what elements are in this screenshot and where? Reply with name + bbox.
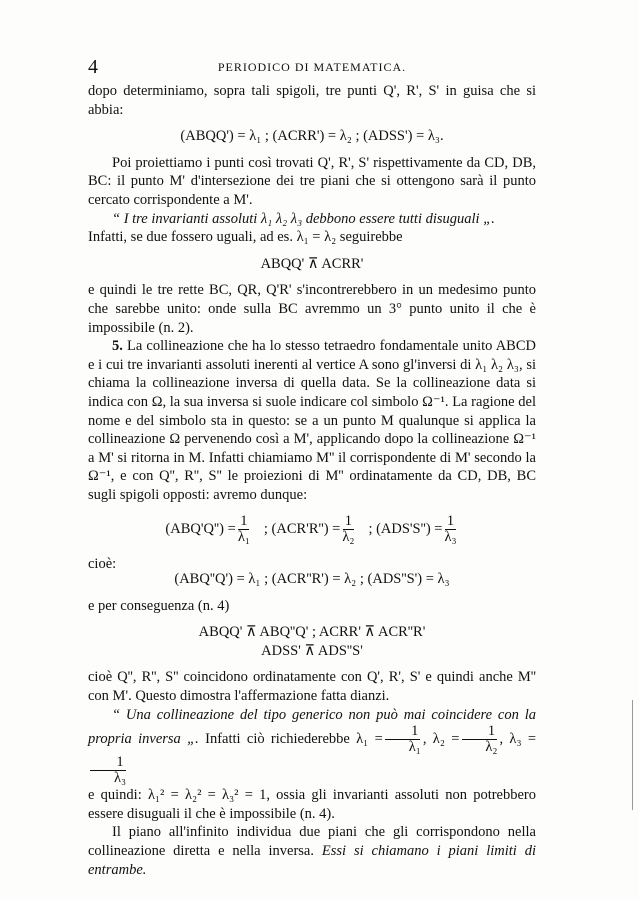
equation-1: (ABQQ') = λ₁ ; (ACRR') = λ₂ ; (ADSS') = λ₃. [180,128,444,145]
paragraph-2: Poi proiettiamo i punti così trovati Q', R', S' rispettivamente da CD, DB, BC: il punto M' d'intersezione dei tre piani che si ottengono sarà il punto cercato corrispondente a M'. [88,154,536,208]
page-body [88,82,536,879]
paragraph-5 [88,337,536,504]
eq3-term-c: ; (ADS'S'') = [368,521,443,538]
page-number: 4 [88,56,98,78]
equation-5: ABQQ' ⊼ ABQ''Q' ; ACRR' ⊼ ACR''R' [198,624,426,641]
paragraph-9: e quindi: λ₁² = λ₂² = λ₃² = 1, ossia gli invarianti assoluti non potrebbero essere disuguali il che è impossibile (n. 4). [88,787,536,822]
eq3-numerator-1: 1 [240,513,248,530]
p8-denominator-2: λ₂ [485,739,498,756]
equation-3 [88,514,536,545]
paragraph-8 [88,706,536,787]
paragraph-5-text: La collineazione che ha lo stesso tetraedro fondamentale unito ABCD e i cui tre invarianti assoluti inerenti al vertice A sono gl'inversi di λ₁ λ₂ λ₃, si chiama la collineazione inversa di quella data. Se la collineazione data si indica con Ω, la sua inversa si suole indicare col simbolo Ω⁻¹. La ragione del nome e del simbolo sta in questo: se a un punto M qualunque si applica la collineazione Ω pervenendo così a M', applicando dopo la collineazione Ω⁻¹ a M' si ritorna in M. Infatti chiamiamo M'' il corrispondente di M' secondo la Ω⁻¹, e con Q'', R'', S'' le proiezioni di M'' ordinatamente da CD, DB, BC sugli spigoli opposti: avremo dunque: [88,338,536,503]
equation-4: (ABQ''Q') = λ₁ ; (ACR''R') = λ₂ ; (ADS''S') = λ₃ [174,571,450,588]
theorem-statement-1: “ I tre invarianti assoluti λ₁ λ₂ λ₃ debbono essere tutti disuguali „. [112,210,495,227]
eq3-term-a: (ABQ'Q'') = [165,521,236,538]
p8-denominator-1: λ₁ [408,739,421,756]
eq3-denominator-1: λ₁ [237,529,250,546]
paragraph-8-rest: Infatti ciò richiederebbe [205,731,350,748]
section-number: 5. [112,338,123,355]
cioe-label: cioè: [88,556,117,573]
paragraph-6: e per conseguenza (n. 4) [88,597,230,614]
equation-2: ABQQ' ⊼ ACRR' [260,255,364,272]
eq3-term-b: ; (ACR'R'') = [263,521,341,538]
eq3-denominator-3: λ₃ [444,529,457,546]
paragraph-10-text: Il piano all'infinito individua due piani che gli corrispondono nella collineazione diretta e nella inversa. [88,824,536,859]
running-title: PERIODICO DI MATEMATICA. [217,60,407,74]
paragraph-3 [88,210,536,229]
eq3-numerator-3: 1 [446,513,455,530]
page-header [88,56,536,80]
paragraph-10 [88,823,536,879]
paragraph-7: cioè Q'', R'', S'' coincidono ordinatamente con Q', R', S' e quindi anche M'' con M'. Questo dimostra l'affermazione fatta dianzi. [88,669,536,705]
paragraph-4: e quindi le tre rette BC, QR, Q'R' s'incontrerebbero in un medesimo punto che sarebbe unito: onde sulla BC avremmo un 3° punto unito il che è impossibile (n. 2). [88,282,536,336]
p8-denominator-3: λ₃ [114,770,127,787]
eq3-numerator-2: 1 [344,513,353,530]
p8-numerator-3: 1 [90,755,125,771]
p8-eq-b: , λ₂ = [422,731,460,748]
scan-margin-line [632,700,633,810]
paragraph-3-rest: Infatti, se due fossero uguali, ad es. λ₁ = λ₂ seguirebbe [88,229,403,246]
p8-numerator-2: 1 [462,724,497,740]
p8-eq-c: , λ₃ = [499,731,537,748]
equation-6: ADSS' ⊼ ADS''S' [261,642,363,659]
eq3-denominator-2: λ₂ [342,529,355,546]
paragraph-1: dopo determiniamo, sopra tali spigoli, tre punti Q', R', S' in guisa che si abbia: [88,83,536,118]
theorem-statement-2: “ Una collineazione del tipo generico non può mai coincidere con la propria inversa „. [88,706,536,748]
p8-eq-a: λ₁ = [356,731,383,748]
p8-numerator-1: 1 [385,724,420,740]
paragraph-10-italic: Essi si chiamano i piani limiti di entrambe. [88,843,536,878]
